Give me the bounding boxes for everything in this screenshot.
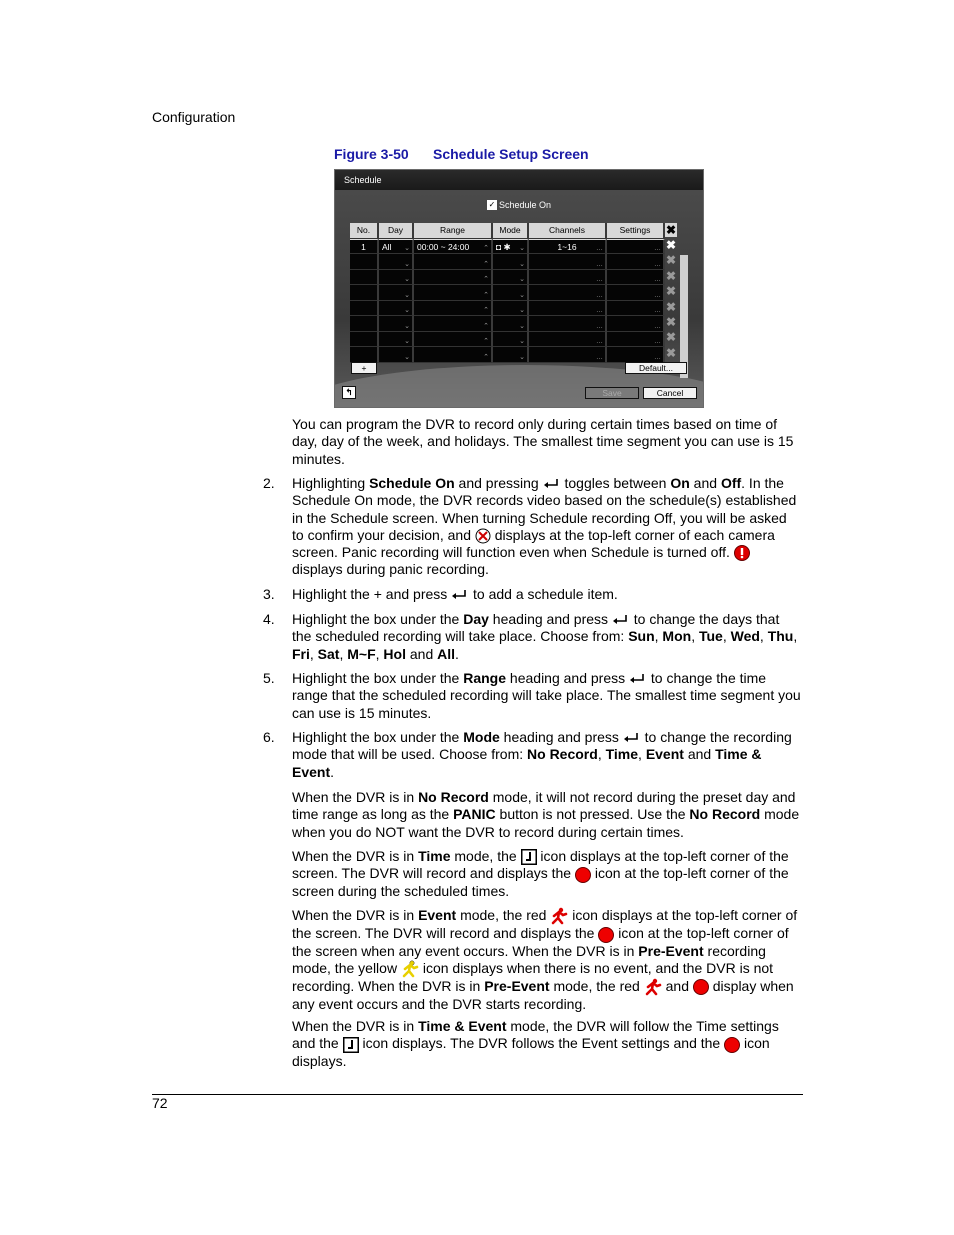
table-header-row	[350, 223, 665, 239]
cell-mode[interactable]	[493, 239, 529, 255]
delete-row-icon[interactable]: ✖	[665, 253, 677, 268]
schedule-off-icon	[475, 528, 491, 544]
dropdown-icon: ⌄	[519, 245, 525, 252]
recording-icon	[724, 1037, 740, 1053]
enter-icon	[612, 614, 630, 626]
dropdown-icon: ⌄	[404, 245, 410, 252]
delete-row-icon[interactable]: ✖	[665, 330, 677, 345]
cell-day-value: All	[382, 241, 392, 252]
step-number: 2.	[263, 475, 275, 491]
cell-settings[interactable]	[607, 239, 665, 255]
figure-number: Figure 3-50	[334, 146, 409, 162]
panic-recording-icon	[734, 545, 750, 561]
delete-column	[665, 223, 677, 362]
screen-title: Schedule	[335, 170, 703, 190]
more-icon: …	[596, 245, 603, 252]
schedule-screen-figure	[334, 169, 704, 408]
enter-icon	[629, 673, 647, 685]
step-5-text: Highlight the box under the Range heading and press to change the time range that the scheduled recording will take place. The smallest time segment you can use is 15 minutes.	[292, 670, 801, 721]
spinner-icon: ⌃	[483, 245, 489, 252]
recording-icon	[575, 867, 591, 883]
event-yellow-icon	[401, 960, 419, 978]
back-icon[interactable]: ↰	[342, 386, 356, 399]
time-event-icon: ◘ ✱	[496, 241, 511, 252]
running-header: Configuration	[152, 109, 236, 125]
time-mode-icon	[521, 849, 537, 865]
table-row[interactable]	[350, 239, 665, 255]
col-header-range: Range	[414, 223, 493, 239]
step-4-text: Highlight the box under the Day heading and press to change the days that the scheduled recording will take place. Choose from: Sun, Mon, Tue, Wed, Thu, Fri, Sat, M~F, Hol and All.	[292, 611, 798, 662]
delete-row-icon[interactable]: ✖	[665, 314, 677, 329]
event-red-icon	[644, 978, 662, 996]
schedule-on-label: Schedule On	[499, 200, 552, 210]
cell-no: 1	[350, 239, 379, 255]
cell-range-value: 00:00 ~ 24:00	[417, 241, 470, 252]
save-button[interactable]: Save	[585, 387, 639, 399]
col-header-no: No.	[350, 223, 379, 239]
footer-rule	[152, 1094, 803, 1095]
enter-icon	[543, 478, 561, 490]
delete-row-icon[interactable]: ✖	[665, 345, 677, 360]
page-number: 72	[152, 1095, 168, 1111]
schedule-table	[350, 223, 665, 363]
time-event-paragraph: When the DVR is in Time & Event mode, the DVR will follow the Time settings and the icon displays. The DVR follows the Event settings and the icon displays.	[292, 1018, 779, 1069]
screen-body	[335, 190, 703, 407]
intro-paragraph: You can program the DVR to record only during certain times based on time of day, day of the week, and holidays. The smallest time segment you can use is 15 minutes.	[292, 416, 794, 467]
delete-row-icon[interactable]: ✖	[665, 238, 677, 252]
enter-icon	[623, 732, 641, 744]
enter-icon	[451, 589, 469, 601]
cell-range[interactable]	[414, 239, 493, 255]
step-number: 3.	[263, 586, 275, 602]
checkbox-checked-icon: ✓	[488, 200, 496, 209]
figure-title: Schedule Setup Screen	[433, 146, 589, 162]
step-2-text: Highlighting Schedule On and pressing toggles between On and Off. In the Schedule On mode, the DVR records video based on the schedule(s) established in the Schedule screen. When turning Schedule recording Off, you will be asked to confirm your decision, and displays at the top-left corner of each camera screen. Panic recording will function even when Schedule is turned off. displays during panic recording.	[292, 475, 797, 578]
recording-icon	[693, 979, 709, 995]
step-6-text: Highlight the box under the Mode heading and press to change the recording mode that will be used. Choose from: No Record, Time, Event and Time & Event.	[292, 729, 792, 780]
cancel-button[interactable]: Cancel	[643, 387, 697, 399]
add-schedule-button[interactable]: +	[351, 362, 377, 374]
step-3-text: Highlight the + and press to add a schedule item.	[292, 586, 618, 602]
delete-row-icon[interactable]: ✖	[665, 299, 677, 314]
delete-row-icon[interactable]: ✖	[665, 268, 677, 283]
table-row[interactable]: ⌄ ⌃ ⌄ … …	[350, 254, 665, 270]
more-icon: …	[654, 245, 661, 252]
cell-day[interactable]	[379, 239, 414, 255]
table-row[interactable]: ⌄ ⌃ ⌄ … …	[350, 270, 665, 286]
table-row[interactable]: ⌄ ⌃ ⌄ … …	[350, 316, 665, 332]
table-row[interactable]: ⌄ ⌃ ⌄ … …	[350, 347, 665, 363]
default-button[interactable]: Default...	[625, 362, 687, 374]
table-row[interactable]: ⌄ ⌃ ⌄ … …	[350, 301, 665, 317]
delete-row-icon[interactable]: ✖	[665, 284, 677, 299]
step-number: 4.	[263, 611, 275, 627]
cell-channels-value: 1~16	[557, 241, 577, 252]
col-header-channels: Channels	[529, 223, 607, 239]
time-mode-icon	[343, 1037, 359, 1053]
step-number: 5.	[263, 670, 275, 686]
schedule-on-checkbox[interactable]	[487, 200, 551, 210]
table-row[interactable]: ⌄ ⌃ ⌄ … …	[350, 285, 665, 301]
step-number: 6.	[263, 729, 275, 745]
col-header-settings: Settings	[607, 223, 665, 239]
col-header-mode: Mode	[493, 223, 529, 239]
no-record-paragraph: When the DVR is in No Record mode, it will not record during the preset day and time range as long as the PANIC button is not pressed. Use the No Record mode when you do NOT want the DVR to record during certain times.	[292, 789, 800, 840]
table-row[interactable]: ⌄ ⌃ ⌄ … …	[350, 332, 665, 348]
scrollbar[interactable]	[680, 255, 688, 378]
time-mode-paragraph: When the DVR is in Time mode, the icon displays at the top-left corner of the screen. The DVR will record and displays the icon at the top-left corner of the screen during the scheduled times.	[292, 848, 789, 899]
event-red-icon	[550, 907, 568, 925]
delete-header-icon: ✖	[665, 223, 677, 237]
cell-channels[interactable]	[529, 239, 607, 255]
col-header-day: Day	[379, 223, 414, 239]
event-mode-paragraph: When the DVR is in Event mode, the red icon displays at the top-left corner of the screen. The DVR will record and displays the icon at the top-left corner of the screen when any event occurs. When the DVR is in Pre-Event recording mode, the yellow icon displays when there is no event, and the DVR is not recording. When the DVR is in Pre-Event mode, the red and display when any event occurs and the DVR starts recording.	[292, 907, 798, 1013]
recording-icon	[598, 927, 614, 943]
